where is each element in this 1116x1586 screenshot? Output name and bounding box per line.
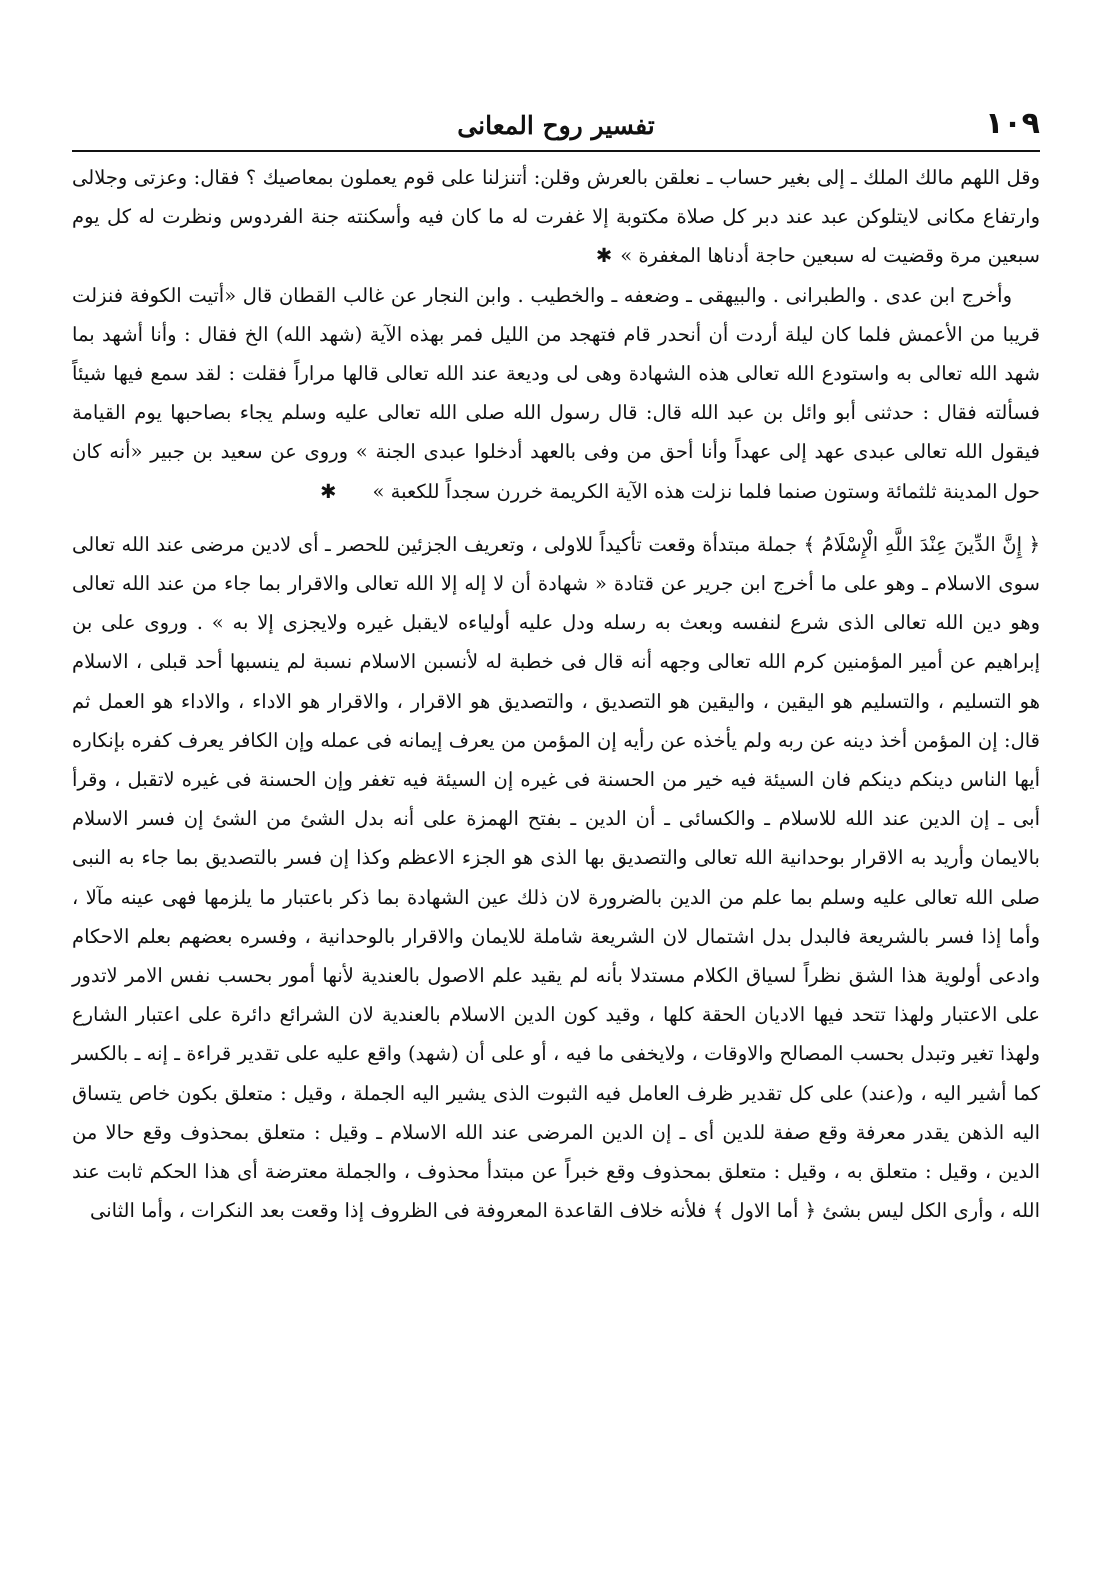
paragraph-1 (72, 158, 1040, 276)
paragraph-1-text: وقل اللهم مالك الملك ـ إلى بغير حساب ـ نعلقن بالعرش وقلن: أتنزلنا على قوم يعملون بمعاصيك ؟ فقال: وعزتى وجلالى وارتفاع مكانى لايتلوكن عبد عند دبر كل صلاة مكتوبة إلا غفرت له ما كان فيه وأسكنته جنة الفردوس ونظرت له كل يوم سبعين مرة وقضيت له سبعين حاجة أدناها المغفرة » (72, 166, 1040, 268)
paragraph-2-text: وأخرج ابن عدى . والطبرانى . والبيهقى ـ وضعفه ـ والخطيب . وابن النجار عن غالب القطان قال «أتيت الكوفة فنزلت قريبا من الأعمش فلما كان ليلة أردت أن أنحدر قام فتهجد من الليل فمر بهذه الآية (شهد الله) الخ فقال : وأنا أشهد بما شهد الله تعالى به واستودع الله تعالى هذه الشهادة وهى لى وديعة عند الله تعالى قالها مراراً فقلت : لقد سمع فيها شيئاً فسألته فقال : حدثنى أبو وائل بن عبد الله قال: قال رسول الله صلى الله تعالى عليه وسلم يجاء بصاحبها يوم القيامة فيقول الله تعالى عبدى عهد إلى عهداً وأنا أحق من وفى بالعهد أدخلوا عبدى الجنة » وروى عن سعيد بن جبير «أنه كان حول المدينة ثلثمائة وستون صنما فلما نزلت هذه الآية الكريمة خررن سجداً للكعبة » (72, 283, 1040, 503)
paragraph-2 (72, 276, 1040, 511)
end-mark: ✱ (320, 479, 337, 503)
end-mark: ✱ (595, 244, 613, 268)
body-text (72, 158, 1040, 1230)
paragraph-3-text: ﴿ إِنَّ الدِّينَ عِنْدَ اللَّهِ الْإِسْلَامُ ﴾ جملة مبتدأة وقعت تأكيداً للاولى ، وتعريف الجزئين للحصر ـ أى لادين مرضى عند الله تعالى سوى الاسلام ـ وهو على ما أخرج ابن جرير عن قتادة « شهادة أن لا إله إلا الله تعالى والاقرار بما جاء من عند الله تعالى وهو دين الله تعالى الذى شرع لنفسه وبعث به رسله ودل عليه أولياءه لايقبل غيره ولايجزى إلا به » . وروى على بن إبراهيم عن أمير المؤمنين كرم الله تعالى وجهه أنه قال فى خطبة له لأنسبن الاسلام نسبة لم ينسبها أحد قبلى ، الاسلام هو التسليم ، والتسليم هو اليقين ، واليقين هو التصديق ، والتصديق هو الاقرار ، والاقرار هو الاداء ، والاداء هو العمل ثم قال: إن المؤمن أخذ دينه عن ربه ولم يأخذه عن رأيه إن المؤمن من يعرف إيمانه فى عمله وإن الكافر يعرف كفره بإنكاره أيها الناس دينكم دينكم فان السيئة فيه خير من الحسنة فى غيره إن السيئة فيه تغفر وإن الحسنة فى غيره لاتقبل ، وقرأ أبى ـ إن الدين عند الله للاسلام ـ والكسائى ـ أن الدين ـ بفتح الهمزة على أنه بدل الشئ من الشئ إن فسر الاسلام بالايمان وأريد به الاقرار بوحدانية الله تعالى والتصديق بها الذى هو الجزء الاعظم وكذا إن فسر بالتصديق بما جاء به النبى صلى الله تعالى عليه وسلم بما علم من الدين بالضرورة لان ذلك عين الشهادة بما ذكر باعتبار ما يلزمها فهى عينه مآلا ، وأما إذا فسر بالشريعة فالبدل بدل اشتمال لان الشريعة شاملة للايمان والاقرار بالوحدانية ، وفسره بعضهم بعلم الاحكام وادعى أولوية هذا الشق نظراً لسياق الكلام مستدلا بأنه لم يقيد علم الاصول بالعندية لأنها أمور بحسب نفس الامر لاتدور على الاعتبار ولهذا تتحد فيها الاديان الحقة كلها ، وقيد كون الدين الاسلام بالعندية لان الشرائع دائرة على اعتبار الشارع ولهذا تغير وتبدل بحسب المصالح والاوقات ، ولايخفى ما فيه ، أو على أن (شهد) واقع عليه على تقدير قراءة ـ إنه ـ بالكسر كما أشير اليه ، و(عند) على كل تقدير ظرف العامل فيه الثبوت الذى يشير اليه الجملة ، وقيل : متعلق بكون خاص يتساق اليه الذهن يقدر معرفة وقع صفة للدين أى ـ إن الدين المرضى عند الله الاسلام ـ وقيل : متعلق بمحذوف وقع حالا من الدين ، وقيل : متعلق به ، وقيل : متعلق بمحذوف وقع خبراً عن مبتدأ محذوف ، والجملة معترضة أى هذا الحكم ثابت عند الله ، وأرى الكل ليس بشئ ﴿ أما الاول ﴾ فلأنه خلاف القاعدة المعروفة فى الظروف إذا وقعت بعد النكرات ، وأما الثانى (72, 532, 1040, 1223)
page (72, 100, 1040, 1540)
paragraph-3 (72, 525, 1040, 1231)
page-header (72, 100, 1040, 152)
page-title: تفسير روح المعانى (457, 110, 655, 140)
page-number: ١٠٩ (985, 106, 1040, 141)
